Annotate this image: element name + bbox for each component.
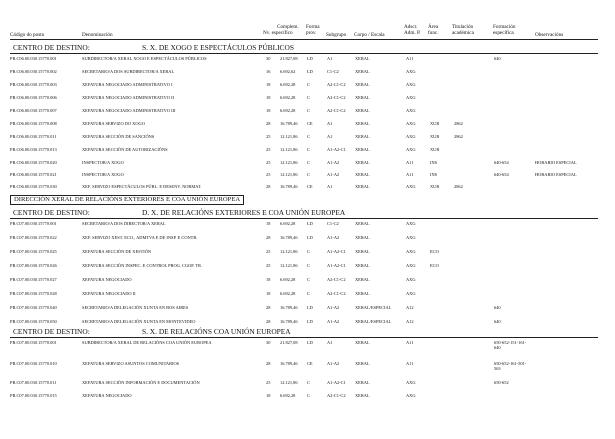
cell-complemento: 6.692,28 bbox=[280, 291, 296, 296]
cell-denominacion: INSPECTOR/A XOGO bbox=[82, 160, 124, 165]
cell-adscr: AXG bbox=[406, 221, 416, 226]
cell-code: PR.C07.00.030.15770.010 bbox=[10, 361, 57, 366]
header-especifica: específica bbox=[493, 30, 514, 36]
cell-corpo: XERAL bbox=[355, 172, 370, 177]
cell-forma-prov: LD bbox=[307, 319, 313, 324]
cell-code: PR.C07.00.030.15770.022 bbox=[10, 235, 57, 240]
cell-subgrupo: A1-A2 bbox=[327, 235, 340, 240]
cell-forma-prov: C bbox=[307, 160, 310, 165]
cell-corpo: XERAL bbox=[355, 121, 370, 126]
cell-nv: 25 bbox=[266, 147, 271, 152]
cell-complemento: 16.789,46 bbox=[280, 305, 298, 310]
cell-denominacion: XEFATURA SECCIÓN INFORMACIÓN E DOCUMENTACIÓN bbox=[82, 380, 200, 385]
cell-adscr: AXG bbox=[406, 291, 416, 296]
cell-complemento: 6.692,28 bbox=[280, 277, 296, 282]
cell-formacion: 650-652 bbox=[494, 380, 509, 385]
cell-formacion: 650-652-151-161-640 bbox=[494, 340, 527, 350]
cell-code: PR.C06.00.030.15770.020 bbox=[10, 160, 57, 165]
cell-corpo: XERAL bbox=[355, 95, 370, 100]
cell-nv: 18 bbox=[266, 393, 271, 398]
cell-subgrupo: A1 bbox=[327, 56, 333, 61]
cell-complemento: 12.121,86 bbox=[280, 263, 298, 268]
cell-adscr: AXG bbox=[406, 263, 416, 268]
cell-observacions: HORARIO ESPECIAL bbox=[535, 172, 577, 177]
cell-code: PR.C07.00.030.15770.026 bbox=[10, 263, 57, 268]
centro-name: S. X. DE XOGO E ESPECTÁCULOS PÚBLICOS bbox=[142, 43, 294, 52]
cell-nv: 18 bbox=[266, 95, 271, 100]
cell-complemento: 12.121,86 bbox=[280, 380, 298, 385]
header-formacion bbox=[493, 24, 515, 36]
cell-adscr: AXG bbox=[406, 147, 416, 152]
cell-subgrupo: C1-C2 bbox=[327, 221, 339, 226]
cell-nv: 18 bbox=[266, 277, 271, 282]
cell-code: PR.C07.00.030.15770.027 bbox=[10, 277, 57, 282]
cell-complemento: 6.692,28 bbox=[280, 82, 296, 87]
cell-subgrupo: A1 bbox=[327, 134, 333, 139]
cell-code: PR.C06.00.030.15770.002 bbox=[10, 69, 57, 74]
cell-corpo: XERAL bbox=[355, 56, 370, 61]
cell-complemento: 16.789,46 bbox=[280, 361, 298, 366]
cell-code: PR.C06.00.030.15770.003 bbox=[10, 82, 57, 87]
cell-denominacion: SUBDIRECTOR/A XERAL DE RELACIÓNS COA UNIÓN EUROPEA bbox=[82, 340, 212, 345]
cell-subgrupo: A2-C1-C2 bbox=[327, 108, 346, 113]
header-denominacion: Denominación bbox=[82, 32, 113, 38]
cell-adscr: AXG bbox=[406, 108, 416, 113]
cell-adscr: A12 bbox=[406, 305, 414, 310]
cell-denominacion: XEFATURA NEGOCIADO ADMINISTRATIVO I bbox=[82, 82, 173, 87]
cell-nv: 25 bbox=[266, 249, 271, 254]
cell-code: PR.C07.00.030.15770.040 bbox=[10, 305, 57, 310]
cell-forma-prov: LD bbox=[307, 221, 313, 226]
cell-nv: 25 bbox=[266, 172, 271, 177]
cell-adscr: AXG bbox=[406, 69, 416, 74]
cell-corpo: XERAL bbox=[355, 82, 370, 87]
cell-complemento: 12.121,86 bbox=[280, 147, 298, 152]
header-codigo: Código do posto bbox=[10, 32, 45, 38]
cell-area: ECO bbox=[430, 249, 439, 254]
cell-forma-prov: C bbox=[307, 263, 310, 268]
cell-code: PR.C07.00.030.15770.001 bbox=[10, 221, 57, 226]
cell-corpo: XERAL/ESPECIAL bbox=[355, 305, 392, 310]
cell-area: ECO bbox=[430, 263, 439, 268]
cell-denominacion: SECRETARIO/A DELEGACIÓN XUNTA EN MONTEVIDEO bbox=[82, 319, 196, 324]
cell-corpo: XERAL bbox=[355, 340, 370, 345]
cell-denominacion: XEF. SERVIZO ESPECTÁCULOS PÚBL. E DESENV. NORMAT. bbox=[82, 184, 202, 189]
cell-code: PR.C06.00.030.15770.007 bbox=[10, 108, 57, 113]
cell-area: XUR bbox=[430, 121, 440, 126]
cell-formacion: 650-652-161-501-563 bbox=[494, 361, 527, 371]
centro-name: D. X. DE RELACIÓNS EXTERIORES E COA UNIÓN EUROPEA bbox=[142, 208, 346, 217]
cell-code: PR.C07.00.030.15770.050 bbox=[10, 319, 57, 324]
cell-corpo: XERAL bbox=[355, 277, 370, 282]
cell-adscr: A11 bbox=[406, 361, 414, 366]
cell-code: PR.C07.00.030.15770.025 bbox=[10, 249, 57, 254]
cell-denominacion: XEFATURA SERVIZO DO XOGO bbox=[82, 121, 145, 126]
cell-adscr: AXG bbox=[406, 277, 416, 282]
cell-adscr: A11 bbox=[406, 160, 414, 165]
cell-code: PR.C06.00.030.15770.008 bbox=[10, 121, 57, 126]
cell-nv: 30 bbox=[266, 340, 271, 345]
cell-adscr: AXG bbox=[406, 380, 416, 385]
cell-code: PR.C07.00.030.15770.015 bbox=[10, 393, 57, 398]
cell-area: XUR bbox=[430, 134, 440, 139]
cell-subgrupo: A2-C1-C2 bbox=[327, 291, 346, 296]
header-adscr-label: Adscr. bbox=[404, 24, 418, 30]
cell-nv: 25 bbox=[266, 380, 271, 385]
centro-name: S. X. DE RELACIÓNS COA UNIÓN EUROPEA bbox=[142, 327, 291, 336]
cell-complemento: 12.121,86 bbox=[280, 134, 298, 139]
cell-complemento: 21.827,08 bbox=[280, 56, 298, 61]
cell-adscr: A11 bbox=[406, 56, 414, 61]
centro-label: CENTRO DE DESTINO: bbox=[13, 327, 90, 336]
cell-complemento: 6.692,28 bbox=[280, 95, 296, 100]
cell-corpo: XERAL bbox=[355, 263, 370, 268]
cell-forma-prov: C bbox=[307, 147, 310, 152]
cell-denominacion: XEFATURA SECCIÓN DE XESTIÓN bbox=[82, 249, 152, 254]
section-rule bbox=[10, 53, 598, 54]
header-nv-label: Nv. bbox=[263, 30, 271, 36]
cell-adscr: A11 bbox=[406, 340, 414, 345]
cell-forma-prov: C bbox=[307, 134, 310, 139]
header-complem: Complem. bbox=[277, 24, 299, 30]
cell-subgrupo: C1-C2 bbox=[327, 69, 339, 74]
cell-corpo: XERAL bbox=[355, 69, 370, 74]
cell-nv: 25 bbox=[266, 134, 271, 139]
cell-corpo: XERAL bbox=[355, 184, 370, 189]
cell-denominacion: SECRETARIO/A DOS SUBDIRECTOR/A XERAL bbox=[82, 69, 175, 74]
cell-adscr: AXG bbox=[406, 95, 416, 100]
header-formacion-label: Formación bbox=[493, 24, 516, 30]
cell-complemento: 16.789,46 bbox=[280, 121, 298, 126]
cell-titulacion: 2862 bbox=[454, 134, 463, 139]
cell-forma-prov: LD bbox=[307, 56, 313, 61]
cell-denominacion: XEFATURA NEGOCIADO ADMINISTRATIVO III bbox=[82, 108, 176, 113]
cell-code: PR.C06.00.030.15770.021 bbox=[10, 172, 57, 177]
section-rule bbox=[10, 218, 598, 219]
cell-adscr: AXG bbox=[406, 134, 416, 139]
cell-subgrupo: A1-A2-C1 bbox=[327, 249, 346, 254]
cell-denominacion: XEFATURA NEGOCIADO bbox=[82, 277, 132, 282]
cell-corpo: XERAL bbox=[355, 108, 370, 113]
cell-nv: 28 bbox=[266, 305, 271, 310]
header-prov: prov. bbox=[306, 30, 317, 36]
header-titulacion bbox=[452, 24, 474, 36]
cell-corpo: XERAL bbox=[355, 380, 370, 385]
header-titulacion-label: Titulación bbox=[452, 24, 474, 30]
cell-denominacion: SECRETARIO/A DELEGACIÓN XUNTA EN BOS AIRES bbox=[82, 305, 189, 310]
cell-area: INS bbox=[430, 172, 438, 177]
cell-nv: 16 bbox=[266, 69, 271, 74]
cell-forma-prov: C bbox=[307, 291, 310, 296]
cell-code: PR.C06.00.030.15770.006 bbox=[10, 95, 57, 100]
cell-forma-prov: C bbox=[307, 393, 310, 398]
cell-code: PR.C06.00.030.15770.001 bbox=[10, 56, 57, 61]
cell-subgrupo: A1-A2 bbox=[327, 160, 340, 165]
cell-adscr: AXG bbox=[406, 121, 416, 126]
cell-subgrupo: A1 bbox=[327, 184, 333, 189]
cell-subgrupo: A2-C1-C2 bbox=[327, 277, 346, 282]
cell-titulacion: 2862 bbox=[454, 121, 463, 126]
cell-complemento: 16.789,46 bbox=[280, 235, 298, 240]
cell-complemento: 21.827,08 bbox=[280, 340, 298, 345]
cell-formacion: 640 bbox=[494, 56, 501, 61]
cell-denominacion: INSPECTOR/A XOGO bbox=[82, 172, 124, 177]
header-adscr bbox=[404, 24, 421, 36]
cell-forma-prov: C bbox=[307, 108, 310, 113]
cell-complemento: 12.121,86 bbox=[280, 172, 298, 177]
header-corpo: Corpo / Escala bbox=[354, 32, 385, 38]
cell-nv: 28 bbox=[266, 235, 271, 240]
header-forma: Forma bbox=[306, 24, 320, 30]
cell-subgrupo: A1-A2 bbox=[327, 319, 340, 324]
centro-label: CENTRO DE DESTINO: bbox=[13, 208, 90, 217]
cell-observacions: HORARIO ESPECIAL bbox=[535, 160, 577, 165]
cell-formacion: 640-654 bbox=[494, 172, 509, 177]
cell-denominacion: SECRETARIO/A DOS DIRECTOR/A XERAL bbox=[82, 221, 166, 226]
cell-subgrupo: A2-C1-C2 bbox=[327, 95, 346, 100]
cell-adscr: AXG bbox=[406, 393, 416, 398]
cell-subgrupo: A1 bbox=[327, 121, 333, 126]
header-adm-p: Adm. P. bbox=[404, 30, 421, 36]
cell-corpo: XERAL bbox=[355, 249, 370, 254]
cell-forma-prov: CE bbox=[307, 361, 313, 366]
cell-denominacion: XEFATURA SECCIÓN DE AUTORIZACIÓNS bbox=[82, 147, 168, 152]
cell-forma-prov: C bbox=[307, 172, 310, 177]
cell-complemento: 12.121,86 bbox=[280, 249, 298, 254]
cell-adscr: A12 bbox=[406, 319, 414, 324]
header-subgrupo: Subgrupo bbox=[326, 32, 347, 38]
cell-code: PR.C07.00.030.15770.011 bbox=[10, 380, 57, 385]
cell-forma-prov: C bbox=[307, 380, 310, 385]
cell-code: PR.C06.00.030.15770.030 bbox=[10, 184, 57, 189]
header-rule bbox=[10, 39, 598, 40]
cell-nv: 18 bbox=[266, 82, 271, 87]
cell-nv: 18 bbox=[266, 108, 271, 113]
cell-corpo: XERAL bbox=[355, 361, 370, 366]
cell-area: XUR bbox=[430, 147, 440, 152]
cell-corpo: XERAL bbox=[355, 235, 370, 240]
header-forma-prov bbox=[306, 24, 320, 36]
cell-area: XUR bbox=[430, 184, 440, 189]
cell-formacion: 640 bbox=[494, 305, 501, 310]
cell-subgrupo: A1-A2 bbox=[327, 361, 340, 366]
cell-corpo: XERAL bbox=[355, 291, 370, 296]
cell-code: PR.C07.00.030.15770.028 bbox=[10, 291, 57, 296]
cell-forma-prov: C bbox=[307, 82, 310, 87]
cell-formacion: 640-654 bbox=[494, 160, 509, 165]
cell-denominacion: XEFATURA NEGOCIADO ADMINISTRATIVO II bbox=[82, 95, 174, 100]
cell-complemento: 12.121,86 bbox=[280, 160, 298, 165]
cell-nv: 30 bbox=[266, 56, 271, 61]
cell-subgrupo: A1-A2 bbox=[327, 172, 340, 177]
cell-area: INS bbox=[430, 160, 438, 165]
cell-forma-prov: LD bbox=[307, 340, 313, 345]
cell-denominacion: SUBDIRECTOR/A XERAL XOGO E ESPECTÁCULOS PÚBLICOS bbox=[82, 56, 207, 61]
cell-complemento: 16.789,46 bbox=[280, 319, 298, 324]
cell-corpo: XERAL bbox=[355, 393, 370, 398]
cell-titulacion: 2862 bbox=[454, 184, 463, 189]
cell-corpo: XERAL bbox=[355, 147, 370, 152]
cell-forma-prov: CE bbox=[307, 184, 313, 189]
cell-adscr: A11 bbox=[406, 172, 414, 177]
cell-adscr: AXG bbox=[406, 249, 416, 254]
cell-complemento: 6.692,28 bbox=[280, 393, 296, 398]
section-rule bbox=[10, 337, 598, 338]
cell-complemento: 6.692,62 bbox=[280, 69, 296, 74]
cell-forma-prov: CE bbox=[307, 121, 313, 126]
cell-forma-prov: LD bbox=[307, 235, 313, 240]
header-area-label: Área bbox=[428, 24, 439, 30]
header-func: func. bbox=[428, 30, 439, 36]
cell-forma-prov: LD bbox=[307, 69, 313, 74]
cell-complemento: 16.789,46 bbox=[280, 184, 298, 189]
cell-complemento: 6.692,28 bbox=[280, 108, 296, 113]
cell-denominacion: XEFATURA SERVIZO ASUNTOS COMUNITARIOS bbox=[82, 361, 180, 366]
cell-denominacion: XEFATURA SECCIÓN INSPEC. E CONTROL PROG. CGOP. TR. bbox=[82, 263, 203, 268]
header-area bbox=[428, 24, 439, 36]
cell-denominacion: XEFATURA SECCIÓN DE SANCIÓNS bbox=[82, 134, 155, 139]
cell-adscr: AXG bbox=[406, 82, 416, 87]
cell-nv: 25 bbox=[266, 160, 271, 165]
cell-nv: 18 bbox=[266, 221, 271, 226]
cell-code: PR.C06.00.030.15770.013 bbox=[10, 147, 57, 152]
cell-denominacion: XEF. SERVIZO XEST. ECO., ADMTVA E DE INSP. E CONTR. bbox=[82, 235, 198, 240]
cell-subgrupo: A2-C1-C2 bbox=[327, 393, 346, 398]
cell-denominacion: XEFATURA NEGOCIADO bbox=[82, 393, 132, 398]
cell-corpo: XERAL/ESPECIAL bbox=[355, 319, 392, 324]
cell-adscr: AXG bbox=[406, 184, 416, 189]
cell-subgrupo: A1 bbox=[327, 340, 333, 345]
cell-code: PR.C06.00.030.15770.011 bbox=[10, 134, 57, 139]
cell-corpo: XERAL bbox=[355, 134, 370, 139]
cell-forma-prov: C bbox=[307, 249, 310, 254]
cell-forma-prov: C bbox=[307, 277, 310, 282]
cell-adscr: AXG bbox=[406, 235, 416, 240]
cell-subgrupo: A1-A2-C1 bbox=[327, 263, 346, 268]
cell-corpo: XERAL bbox=[355, 160, 370, 165]
boxed-section-heading: DIRECCIÓN XERAL DE RELACIÓNS EXTERIORES E COA UNIÓN EUROPEA bbox=[10, 195, 244, 205]
cell-denominacion: XEFATURA NEGOCIADO II bbox=[82, 291, 136, 296]
header-observacions: Observacións bbox=[535, 32, 564, 38]
cell-subgrupo: A1-A2-C1 bbox=[327, 380, 346, 385]
header-especifico: específico bbox=[271, 30, 293, 36]
cell-code: PR.C07.00.030.15770.001 bbox=[10, 340, 57, 345]
cell-nv: 25 bbox=[266, 263, 271, 268]
header-nv bbox=[263, 24, 299, 36]
cell-nv: 28 bbox=[266, 121, 271, 126]
cell-subgrupo: A1-A2 bbox=[327, 305, 340, 310]
cell-forma-prov: C bbox=[307, 95, 310, 100]
cell-nv: 28 bbox=[266, 361, 271, 366]
cell-nv: 28 bbox=[266, 184, 271, 189]
cell-forma-prov: LD bbox=[307, 305, 313, 310]
cell-nv: 18 bbox=[266, 291, 271, 296]
centro-label: CENTRO DE DESTINO: bbox=[13, 43, 90, 52]
cell-corpo: XERAL bbox=[355, 221, 370, 226]
header-academica: académica bbox=[452, 30, 474, 36]
cell-formacion: 640 bbox=[494, 319, 501, 324]
cell-subgrupo: A2-C1-C2 bbox=[327, 82, 346, 87]
cell-subgrupo: A1-A2-C1 bbox=[327, 147, 346, 152]
cell-nv: 28 bbox=[266, 319, 271, 324]
cell-complemento: 6.692,28 bbox=[280, 221, 296, 226]
